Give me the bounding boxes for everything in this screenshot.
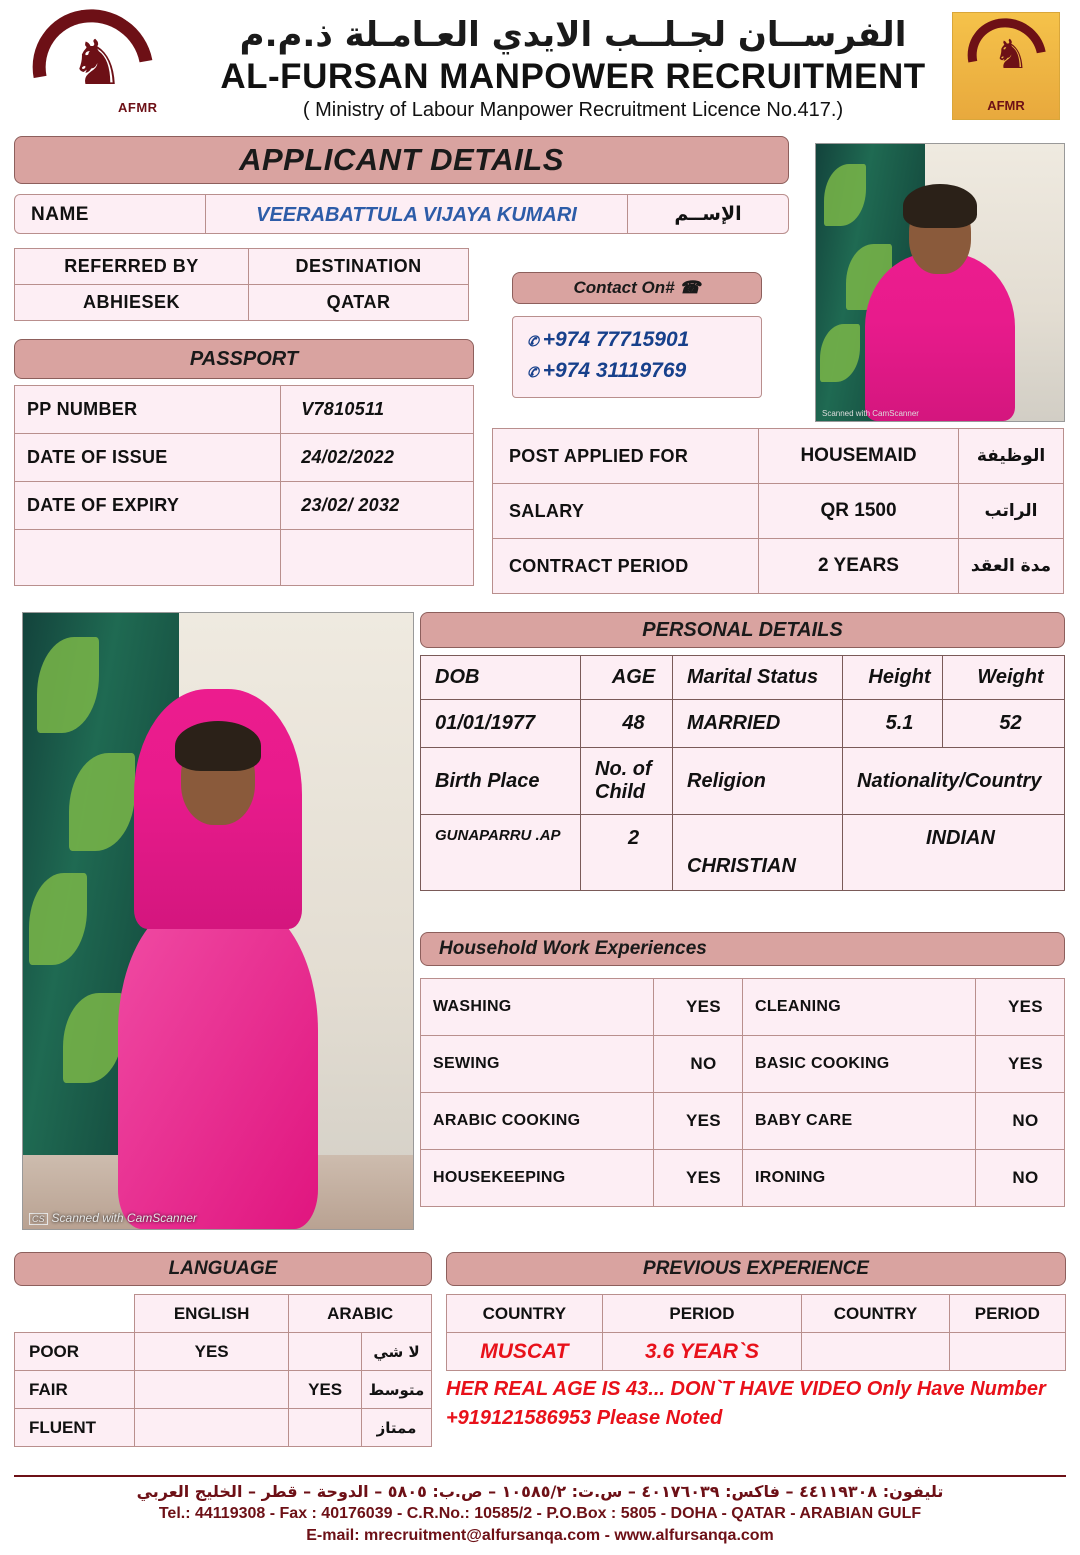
basic-cooking-value: YES xyxy=(975,1036,1064,1093)
referred-by-value: ABHIESEK xyxy=(15,285,249,321)
table-row xyxy=(421,700,1065,748)
nationality-value: INDIAN xyxy=(843,815,1065,891)
language-title: LANGUAGE xyxy=(14,1252,432,1286)
table-row xyxy=(15,1333,432,1371)
table-row xyxy=(15,249,469,285)
phone-icon-2: ✆ xyxy=(527,364,539,380)
table-row xyxy=(15,530,474,586)
contact-numbers xyxy=(512,316,762,398)
pp-issue-value: 24/02/2022 xyxy=(281,434,474,482)
fluent-arabic-label: ممتاز xyxy=(362,1409,432,1447)
table-row xyxy=(15,1295,432,1333)
arabic-header: ARABIC xyxy=(289,1295,432,1333)
pe-country2-value xyxy=(802,1333,949,1371)
personal-details-title: PERSONAL DETAILS xyxy=(420,612,1065,648)
pp-issue-label: DATE OF ISSUE xyxy=(15,434,281,482)
pe-period2-header: PERIOD xyxy=(949,1295,1065,1333)
dob-header: DOB xyxy=(421,656,581,700)
post-value: HOUSEMAID xyxy=(759,429,959,484)
arabic-company-title: الفرســان لجـلــب الايدي العـامـلة ذ.م.م xyxy=(239,15,907,55)
scan-watermark xyxy=(29,1211,197,1225)
ironing-value: NO xyxy=(975,1150,1064,1207)
birthplace-value: GUNAPARRU .AP xyxy=(421,815,581,891)
marital-value: MARRIED xyxy=(673,700,843,748)
poor-label: POOR xyxy=(15,1333,135,1371)
birthplace-header: Birth Place xyxy=(421,748,581,815)
post-applied-table xyxy=(492,428,1064,594)
language-table xyxy=(14,1294,432,1447)
logo-right-text: AFMR xyxy=(987,98,1025,113)
applicant-name-value: VEERABATTULA VIJAYA KUMARI xyxy=(205,195,628,233)
company-logo-right xyxy=(952,12,1060,120)
religion-header: Religion xyxy=(673,748,843,815)
fair-label: FAIR xyxy=(15,1371,135,1409)
children-value: 2 xyxy=(581,815,673,891)
applicant-photo-full xyxy=(22,612,414,1230)
table-row xyxy=(493,539,1064,594)
table-row xyxy=(421,1036,1065,1093)
age-value: 48 xyxy=(581,700,673,748)
poor-arabic-value xyxy=(289,1333,362,1371)
fluent-english-value xyxy=(135,1409,289,1447)
table-row xyxy=(421,1093,1065,1150)
table-row xyxy=(447,1333,1066,1371)
contact-number-1: +974 77715901 xyxy=(542,328,690,351)
nationality-header: Nationality/Country xyxy=(843,748,1065,815)
pe-period1-value: 3.6 YEAR`S xyxy=(602,1333,802,1371)
household-table xyxy=(420,978,1065,1207)
previous-experience-table xyxy=(446,1294,1066,1371)
height-value: 5.1 xyxy=(843,700,943,748)
document-header xyxy=(14,0,1066,130)
table-row xyxy=(421,656,1065,700)
basic-cooking-label: BASIC COOKING xyxy=(742,1036,975,1093)
pp-blank-right xyxy=(281,530,474,586)
horse-icon-right: ♞ xyxy=(993,33,1029,77)
horse-icon: ♞ xyxy=(69,28,125,98)
fair-arabic-label: متوسط xyxy=(362,1371,432,1409)
household-title: Household Work Experiences xyxy=(420,932,1065,966)
salary-label: SALARY xyxy=(493,484,759,539)
scan-watermark-top: Scanned with CamScanner xyxy=(822,409,919,418)
salary-label-arabic: الراتب xyxy=(959,484,1064,539)
pe-country1-header: COUNTRY xyxy=(447,1295,603,1333)
table-row xyxy=(421,979,1065,1036)
fair-english-value xyxy=(135,1371,289,1409)
footer-contact-line: Tel.: 44119308 - Fax : 40176039 - C.R.No.: 10585/2 - P.O.Box : 5805 - DOHA - QATAR - ARABIAN GULF xyxy=(158,1505,922,1522)
weight-value: 52 xyxy=(943,700,1065,748)
pp-expiry-label: DATE OF EXPIRY xyxy=(15,482,281,530)
language-blank xyxy=(15,1295,135,1333)
table-row xyxy=(421,1150,1065,1207)
arabic-cooking-label: ARABIC COOKING xyxy=(421,1093,654,1150)
dob-value: 01/01/1977 xyxy=(421,700,581,748)
english-company-title: AL-FURSAN MANPOWER RECRUITMENT xyxy=(220,57,926,96)
photo-saree xyxy=(865,253,1015,421)
photo-hair xyxy=(903,184,977,228)
destination-header: DESTINATION xyxy=(249,249,469,285)
arabic-cooking-value: YES xyxy=(653,1093,742,1150)
religion-value: CHRISTIAN xyxy=(673,815,843,891)
footer-divider xyxy=(14,1475,1066,1477)
children-header: No. of Child xyxy=(581,748,673,815)
contact-title-label: Contact On# xyxy=(573,278,675,297)
pe-country1-value: MUSCAT xyxy=(447,1333,603,1371)
table-row xyxy=(15,285,469,321)
phone-icon-1: ✆ xyxy=(527,333,539,349)
name-label-arabic: الإســم xyxy=(674,203,742,225)
fluent-label: FLUENT xyxy=(15,1409,135,1447)
poor-arabic-label: لا شي xyxy=(362,1333,432,1371)
pp-blank-left xyxy=(15,530,281,586)
contract-label: CONTRACT PERIOD xyxy=(493,539,759,594)
table-row xyxy=(493,484,1064,539)
baby-care-value: NO xyxy=(975,1093,1064,1150)
ironing-label: IRONING xyxy=(742,1150,975,1207)
contract-label-arabic: مدة العقد xyxy=(959,539,1064,594)
fair-arabic-value: YES xyxy=(289,1371,362,1409)
washing-label: WASHING xyxy=(421,979,654,1036)
table-row xyxy=(493,429,1064,484)
header-titles xyxy=(194,9,952,123)
referral-table xyxy=(14,248,469,321)
baby-care-label: BABY CARE xyxy=(742,1093,975,1150)
document-footer xyxy=(14,1475,1066,1547)
destination-value: QATAR xyxy=(249,285,469,321)
poor-english-value: YES xyxy=(135,1333,289,1371)
sewing-value: NO xyxy=(653,1036,742,1093)
table-row xyxy=(421,815,1065,891)
housekeeping-value: YES xyxy=(653,1150,742,1207)
pp-expiry-value: 23/02/ 2032 xyxy=(281,482,474,530)
pe-period1-header: PERIOD xyxy=(602,1295,802,1333)
marital-header: Marital Status xyxy=(673,656,843,700)
table-row xyxy=(15,1371,432,1409)
english-header: ENGLISH xyxy=(135,1295,289,1333)
passport-section-title: PASSPORT xyxy=(14,339,474,379)
height-header: Height xyxy=(843,656,943,700)
table-row xyxy=(421,748,1065,815)
table-row xyxy=(15,434,474,482)
logo-left-text: AFMR xyxy=(118,99,158,115)
salary-value: QR 1500 xyxy=(759,484,959,539)
scan-watermark-text: Scanned with CamScanner xyxy=(51,1211,197,1225)
footer-arabic: تليفون: ٤٤١١٩٣٠٨ – فاكس: ٤٠١٧٦٠٣٩ – س.ت: ١٠٥٨٥/٢ – ص.ب: ٥٨٠٥ – الدوحة – قطر – الخليج العربي xyxy=(136,1482,944,1501)
table-row xyxy=(447,1295,1066,1333)
licence-text: ( Ministry of Labour Manpower Recruitment Licence No.417.) xyxy=(302,99,844,121)
pe-country2-header: COUNTRY xyxy=(802,1295,949,1333)
washing-value: YES xyxy=(653,979,742,1036)
previous-experience-title: PREVIOUS EXPERIENCE xyxy=(446,1252,1066,1286)
weight-header: Weight xyxy=(943,656,1065,700)
fluent-arabic-value xyxy=(289,1409,362,1447)
table-row xyxy=(15,1409,432,1447)
phone-icon: ☎ xyxy=(679,278,701,297)
post-label: POST APPLIED FOR xyxy=(493,429,759,484)
contact-number-1-row xyxy=(527,325,751,356)
age-header: AGE xyxy=(581,656,673,700)
contact-number-2: +974 31119769 xyxy=(542,359,687,382)
name-label: NAME xyxy=(31,204,89,225)
personal-details-table xyxy=(420,655,1065,891)
contact-number-2-row xyxy=(527,356,751,387)
post-label-arabic: الوظيفة xyxy=(959,429,1064,484)
camscanner-badge: CS xyxy=(29,1213,48,1225)
photo-saree-lower xyxy=(118,899,318,1229)
previous-experience-note: HER REAL AGE IS 43... DON`T HAVE VIDEO Only Have Number +919121586953 Please Noted xyxy=(446,1378,1046,1429)
referred-by-header: REFERRED BY xyxy=(15,249,249,285)
footer-email-line: E-mail: mrecruitment@alfursanqa.com - www.alfursanqa.com xyxy=(306,1527,774,1544)
passport-table xyxy=(14,385,474,586)
applicant-photo-portrait xyxy=(815,143,1065,422)
contract-value: 2 YEARS xyxy=(759,539,959,594)
company-logo-left xyxy=(14,4,194,129)
photo-hair xyxy=(175,721,261,771)
contact-block xyxy=(512,272,762,398)
name-row xyxy=(14,194,789,234)
cleaning-value: YES xyxy=(975,979,1064,1036)
cleaning-label: CLEANING xyxy=(742,979,975,1036)
pe-period2-value xyxy=(949,1333,1065,1371)
contact-title xyxy=(512,272,762,304)
page-title: APPLICANT DETAILS xyxy=(14,136,789,184)
pp-number-value: V7810511 xyxy=(281,386,474,434)
table-row xyxy=(15,482,474,530)
housekeeping-label: HOUSEKEEPING xyxy=(421,1150,654,1207)
pp-number-label: PP NUMBER xyxy=(15,386,281,434)
table-row xyxy=(15,386,474,434)
sewing-label: SEWING xyxy=(421,1036,654,1093)
